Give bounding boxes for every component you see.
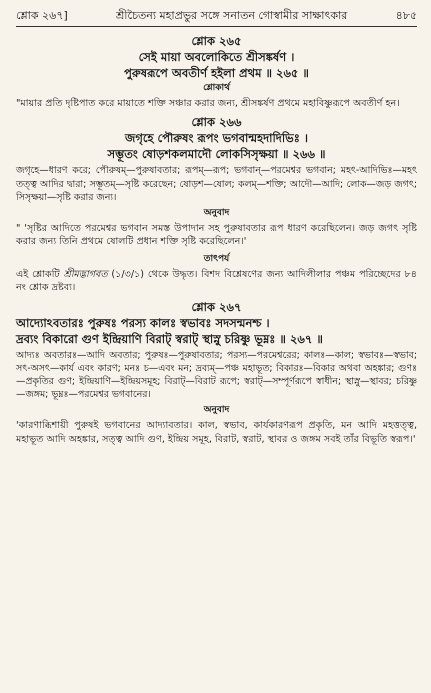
verse-267-translation: 'কারণাব্ধিশায়ী পুরুষই ভগবানের আদ্যাবতার। কাল, স্বভাব, কার্যকারণরূপ প্রকৃতি, মন আদি মহত্তত্ত্ব, মহাভূত আদি অহঙ্কার, সত্ত্ব আদি গুণ, ইন্দ্রিয় সমূহ, বিরাট, স্বরাট, স্থাবর ও জঙ্গম সবই তাঁর বিভূতি স্বরূপ।' [16, 420, 417, 445]
verse-266-translation: " 'সৃষ্টির আদিতে পরমেশ্বর ভগবান সমস্ত উপাদান সহ পুরুষাবতার রূপ ধারণ করেছিলেন। জড় জগৎ সৃষ্টি করার জন্য তিনি প্রথমে ষোলটি প্রধান শক্তি সৃষ্টি করেছিলেন।' [16, 223, 417, 248]
purport-text-start: এই শ্লোকটি [16, 268, 64, 280]
verse-266-purport-heading: তাৎপর্য [203, 253, 230, 264]
verse-265-translation-heading: শ্লোকার্থ [203, 83, 230, 93]
verse-267-translation-heading: অনুবাদ [203, 405, 230, 416]
page-number: ৪৮৫ [395, 9, 417, 22]
purport-book-title: শ্রীমদ্ভাগবত [63, 268, 108, 280]
verse-266-translation-heading: অনুবাদ [203, 208, 230, 219]
verse-265-translation: "মায়ার প্রতি দৃষ্টিপাত করে মায়াতে শক্তি সঞ্চার করার জন্য, শ্রীসঙ্কর্ষণ প্রথমে মহাবিষ্ণুরূপে অবতীর্ণ হন। [16, 98, 400, 109]
verse-267-heading: শ্লোক ২৬৭ [191, 299, 242, 314]
verse-266-purport [16, 268, 417, 295]
verse-266-line-2: সম্ভূতং ষোড়শকলমাদৌ লোকসিসৃক্ষয়া ॥ ২৬৬ ॥ [107, 147, 326, 162]
verse-265-line-2: পুরুষরূপে অবতীর্ণ হইলা প্রথম ॥ ২৬৫ ॥ [124, 66, 309, 80]
header-rule [16, 26, 417, 27]
verse-267-line-2: দ্রব্যং বিকারো গুণ ইন্দ্রিয়াণি বিরাট্ স্বরাট্ স্থাস্নু চরিষ্ণু ভূম্নঃ ॥ ২৬৭ ॥ [16, 331, 323, 346]
verse-265-line-1: সেই মায়া অবলোকিতে শ্রীসঙ্কর্ষণ । [138, 50, 295, 64]
running-header [16, 8, 417, 24]
purport-text-end: (১/৩/১) থেকে উদ্ধৃত। বিশদ বিশ্লেষণের জন্য আদিলীলার পঞ্চম পরিচ্ছেদের ৮৪ নং শ্লোক দ্রষ্টব্য। [16, 268, 417, 294]
verse-267-word-meanings: আদ্যঃ অবতারঃ—আদি অবতার; পুরুষঃ—পুরুষাবতার; পরস্য—পরমেশ্বরের; কালঃ—কাল; স্বভাবঃ—স্বভাব; সৎ-অসৎ—কার্য এবং কারণ; মনঃ চ—এবং মন; দ্রব্যম্—পঞ্চ মহাভূত; বিকারঃ—বিকার অথবা অহঙ্কার; গুণঃ—প্রকৃতির গুণ; ইন্দ্রিয়াণি—ইন্দ্রিয়সমূহ; বিরাট্—বিরাট রূপে; স্বরাট্—সম্পূর্ণরূপে স্বাধীন; স্থাস্নু—স্থাবর; চরিষ্ণু—জঙ্গম; ভূম্নঃ—পরমেশ্বর ভগবানের। [16, 349, 417, 401]
verse-266-line-1: জগৃহে পৌরুষং রূপং ভগবান্মহদাদিভিঃ । [125, 131, 308, 146]
header-verse-ref: শ্লোক ২৬৭] [16, 9, 68, 22]
verse-267-line-1: আদ্যোঽবতারঃ পুরুষঃ পরস্য কালঃ স্বভাবঃ সদসন্মনশ্চ । [16, 315, 270, 330]
verse-266-word-meanings: জগৃহে—ধারণ করে; পৌরুষম্—পুরুষাবতার; রূপম্—রূপ; ভগবান্—পরমেশ্বর ভগবান; মহৎ-আদিভিঃ—মহৎ তত্ত্ব আদির দ্বারা; সম্ভূতম্—সৃষ্টি করেছেন; ষোড়শ—ষোল; কলম্—শক্তি; আদৌ—আদি; লোক—জড় জগৎ; সিসৃক্ষয়া—সৃষ্টি করার জন্য। [16, 165, 417, 203]
verse-266-heading: শ্লোক ২৬৬ [191, 115, 242, 130]
header-chapter-title: শ্রীচৈতন্য মহাপ্রভুর সঙ্গে সনাতন গোস্বামীর সাক্ষাৎকার [116, 9, 348, 22]
verse-265-heading: শ্লোক ২৬৫ [191, 34, 242, 48]
